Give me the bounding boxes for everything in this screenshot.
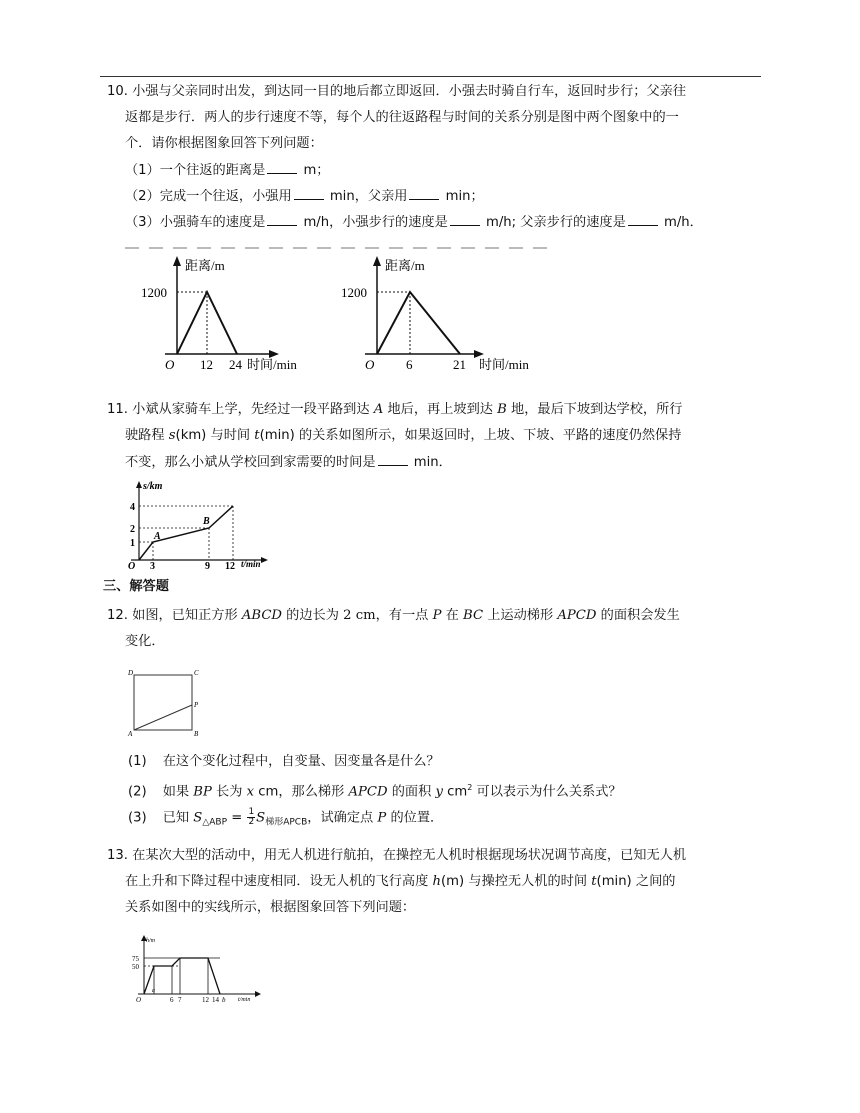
svg-text:50: 50: [132, 963, 139, 971]
q10-sub1: （1）一个往返的距离是 m；: [125, 160, 330, 181]
svg-text:O: O: [128, 561, 136, 570]
top-rule: [100, 76, 761, 77]
x-tick-label: 12: [200, 357, 213, 372]
section-heading: 三、解答题: [103, 579, 169, 594]
svg-text:9: 9: [205, 561, 210, 570]
answer-blank[interactable]: [628, 212, 658, 226]
svg-text:75: 75: [132, 955, 139, 963]
svg-text:a: a: [152, 988, 155, 994]
q10-sub2: （2）完成一个往返，小强用 min，父亲用 min；: [125, 186, 484, 207]
svg-text:6: 6: [170, 996, 174, 1004]
q10-graph-1: [141, 256, 297, 372]
y-tick-label: 1200: [141, 285, 167, 300]
y-axis-label: 距离/m: [185, 258, 225, 273]
y-axis-label: 距离/m: [385, 258, 425, 273]
svg-text:B: B: [203, 516, 210, 527]
x-tick-label: 24: [229, 357, 242, 372]
svg-text:12: 12: [202, 996, 209, 1004]
svg-text:C: C: [194, 669, 199, 677]
svg-text:B: B: [194, 730, 199, 737]
svg-text:7: 7: [178, 996, 182, 1004]
y-tick-label: 1200: [341, 285, 367, 300]
q10-line1: 10. 小强与父亲同时出发，到达同一目的地后都立即返回．小强去时骑自行车，返回时步行；父亲往: [107, 84, 687, 99]
answer-blank[interactable]: [409, 186, 439, 200]
svg-text:12: 12: [225, 561, 235, 570]
svg-text:t/min: t/min: [241, 559, 261, 569]
x-axis-label: 时间/min: [479, 357, 529, 372]
answer-blank[interactable]: [294, 186, 324, 200]
svg-text:3: 3: [150, 561, 155, 570]
x-tick-label: 6: [406, 357, 413, 372]
q12-part2: (2) 如果 BP 长为 x cm，那么梯形 APCD 的面积 y $cm^2$ 可以表示为什么关系式？: [128, 783, 622, 800]
svg-text:1: 1: [130, 538, 135, 549]
svg-text:t/min: t/min: [238, 997, 251, 1003]
svg-text:h/m: h/m: [146, 938, 155, 944]
answer-blank[interactable]: [450, 212, 480, 226]
q12-part1: (1) 在这个变化过程中，自变量、因变量各是什么？: [128, 754, 440, 769]
svg-text:14: 14: [212, 996, 219, 1004]
q10-graph-2: [341, 256, 529, 372]
q11-graph: [125, 476, 275, 570]
answer-blank[interactable]: [267, 212, 297, 226]
q12-line2: 变化．: [125, 634, 165, 649]
svg-text:A: A: [128, 730, 133, 737]
q12-square-figure: [126, 665, 206, 737]
q10-line2: 返都是步行．两人的步行速度不等，每个人的往返路程与时间的关系分别是图中两个图象中的一: [125, 110, 679, 125]
q13-graph: [130, 932, 265, 1004]
svg-text:s/km: s/km: [143, 481, 163, 492]
answer-blank[interactable]: [267, 160, 297, 174]
answer-blank[interactable]: [378, 452, 408, 466]
svg-text:4: 4: [130, 502, 135, 513]
q11-line3: 不变，那么小斌从学校回到家需要的时间是 min．: [125, 452, 452, 473]
x-axis-label: 时间/min: [247, 357, 297, 372]
q13-line3: 关系如图中的实线所示，根据图象回答下列问题：: [125, 900, 416, 915]
q11-line1: 11. 小斌从家骑车上学，先经过一段平路到达 A 地后，再上坡到达 B 地，最后下坡到达学校，所行: [107, 402, 683, 417]
x-tick-label: 21: [453, 357, 466, 372]
svg-text:2: 2: [130, 524, 135, 535]
q12-line1: 12. 如图，已知正方形 ABCD 的边长为 2 cm，有一点 P 在 BC 上运动梯形 APCD 的面积会发生: [107, 608, 680, 623]
svg-text:A: A: [154, 531, 161, 542]
svg-text:b: b: [222, 996, 226, 1004]
svg-text:P: P: [194, 701, 199, 709]
q10-sub3: （3）小强骑车的速度是 m/h，小强步行的速度是 m/h; 父亲步行的速度是 m/h．: [125, 212, 703, 233]
svg-text:D: D: [128, 669, 134, 677]
q11-line2: 驶路程 s(km) 与时间 t(min) 的关系如图所示，如果返回时，上坡、下坡、平路的速度仍然保持: [125, 428, 682, 443]
q10-graphs-figure: [125, 242, 555, 387]
q13-line1: 13. 在某次大型的活动中，用无人机进行航拍，在操控无人机时根据现场状况调节高度，已知无人机: [107, 848, 687, 863]
origin-label: O: [165, 357, 175, 372]
q12-part3: (3) 已知 $S_{\triangle ABP}$ = $\frac{1}{2}$ $S_{梯形APCB}$，试确定点 P 的位置．: [128, 807, 444, 828]
q10-line3: 个．请你根据图象回答下列问题：: [125, 136, 323, 151]
q13-line2: 在上升和下降过程中速度相同．设无人机的飞行高度 h(m) 与操控无人机的时间 t(min) 之间的: [125, 874, 676, 889]
svg-text:O: O: [136, 996, 142, 1004]
origin-label: O: [365, 357, 375, 372]
